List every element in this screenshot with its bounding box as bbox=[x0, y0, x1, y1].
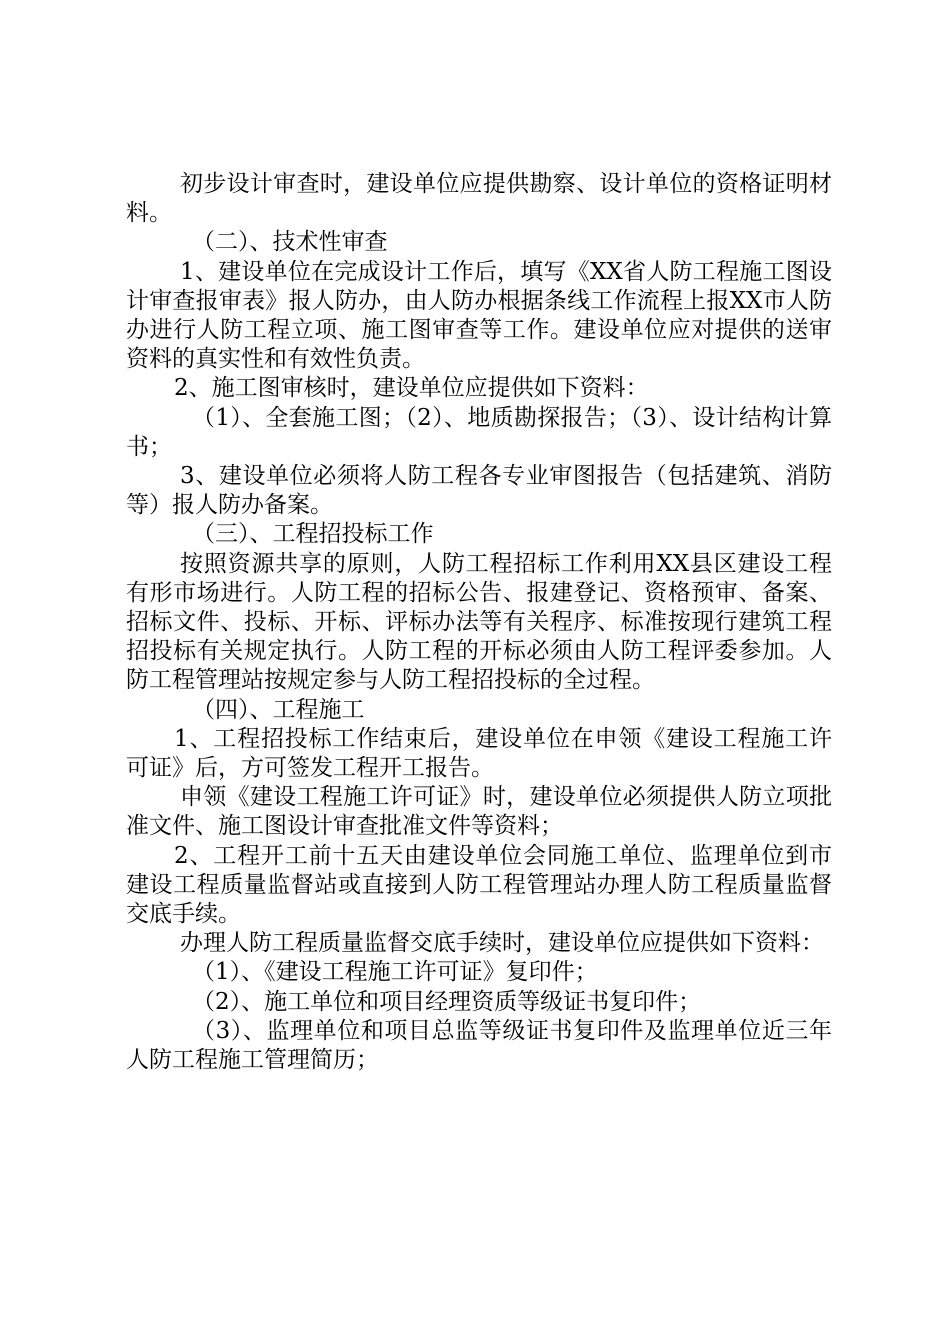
paragraph-technical-review-1: 1、建设单位在完成设计工作后，填写《XX省人防工程施工图设计审查报审表》报人防办，由人防办根据条线工作流程上报XX市人防办进行人防工程立项、施工图审查等工作。建设单位应对提供的送审资料的真实性和有效性负责。 bbox=[126, 258, 832, 373]
document-body bbox=[126, 170, 832, 1075]
list-item-supervisor-certificate: （3）、监理单位和项目总监等级证书复印件及监理单位近三年人防工程施工管理简历； bbox=[126, 1017, 832, 1074]
paragraph-supervision-handover: 办理人防工程质量监督交底手续时，建设单位应提供如下资料： bbox=[180, 930, 824, 957]
section-heading-construction: （四）、工程施工 bbox=[192, 696, 365, 723]
paragraph-bidding-body: 按照资源共享的原则，人防工程招标工作利用XX县区建设工程有形市场进行。人防工程的招标公告、报建登记、资格预审、备案、招标文件、投标、开标、评标办法等有关程序、标准按现行建筑工程招投标有关规定执行。人防工程的开标必须由人防工程评委参加。人防工程管理站按规定参与人防工程招投标的全过程。 bbox=[126, 550, 832, 694]
paragraph-construction-1: 1、工程招投标工作结束后，建设单位在申领《建设工程施工许可证》后，方可签发工程开工报告。 bbox=[126, 725, 832, 782]
paragraph-technical-review-2: 2、施工图审核时，建设单位应提供如下资料： bbox=[174, 375, 649, 402]
paragraph-required-materials-list: （1）、全套施工图；（2）、地质勘探报告；（3）、设计结构计算书； bbox=[126, 404, 832, 460]
list-item-contractor-certificate: （2）、施工单位和项目经理资质等级证书复印件； bbox=[192, 988, 702, 1015]
section-heading-bidding: （三）、工程招投标工作 bbox=[192, 521, 434, 548]
paragraph-construction-2: 2、工程开工前十五天由建设单位会同施工单位、监理单位到市建设工程质量监督站或直接到人防工程管理站办理人防工程质量监督交底手续。 bbox=[126, 842, 832, 928]
list-item-permit-copy: （1）、《建设工程施工许可证》复印件； bbox=[192, 959, 598, 986]
paragraph-design-review-note: 初步设计审查时，建设单位应提供勘察、设计单位的资格证明材料。 bbox=[126, 171, 832, 227]
paragraph-permit-application: 申领《建设工程施工许可证》时，建设单位必须提供人防立项批准文件、施工图设计审查批准文件等资料； bbox=[126, 784, 832, 840]
section-heading-technical-review: （二）、技术性审查 bbox=[192, 229, 388, 256]
paragraph-technical-review-3: 3、建设单位必须将人防工程各专业审图报告（包括建筑、消防等）报人防办备案。 bbox=[126, 463, 832, 519]
